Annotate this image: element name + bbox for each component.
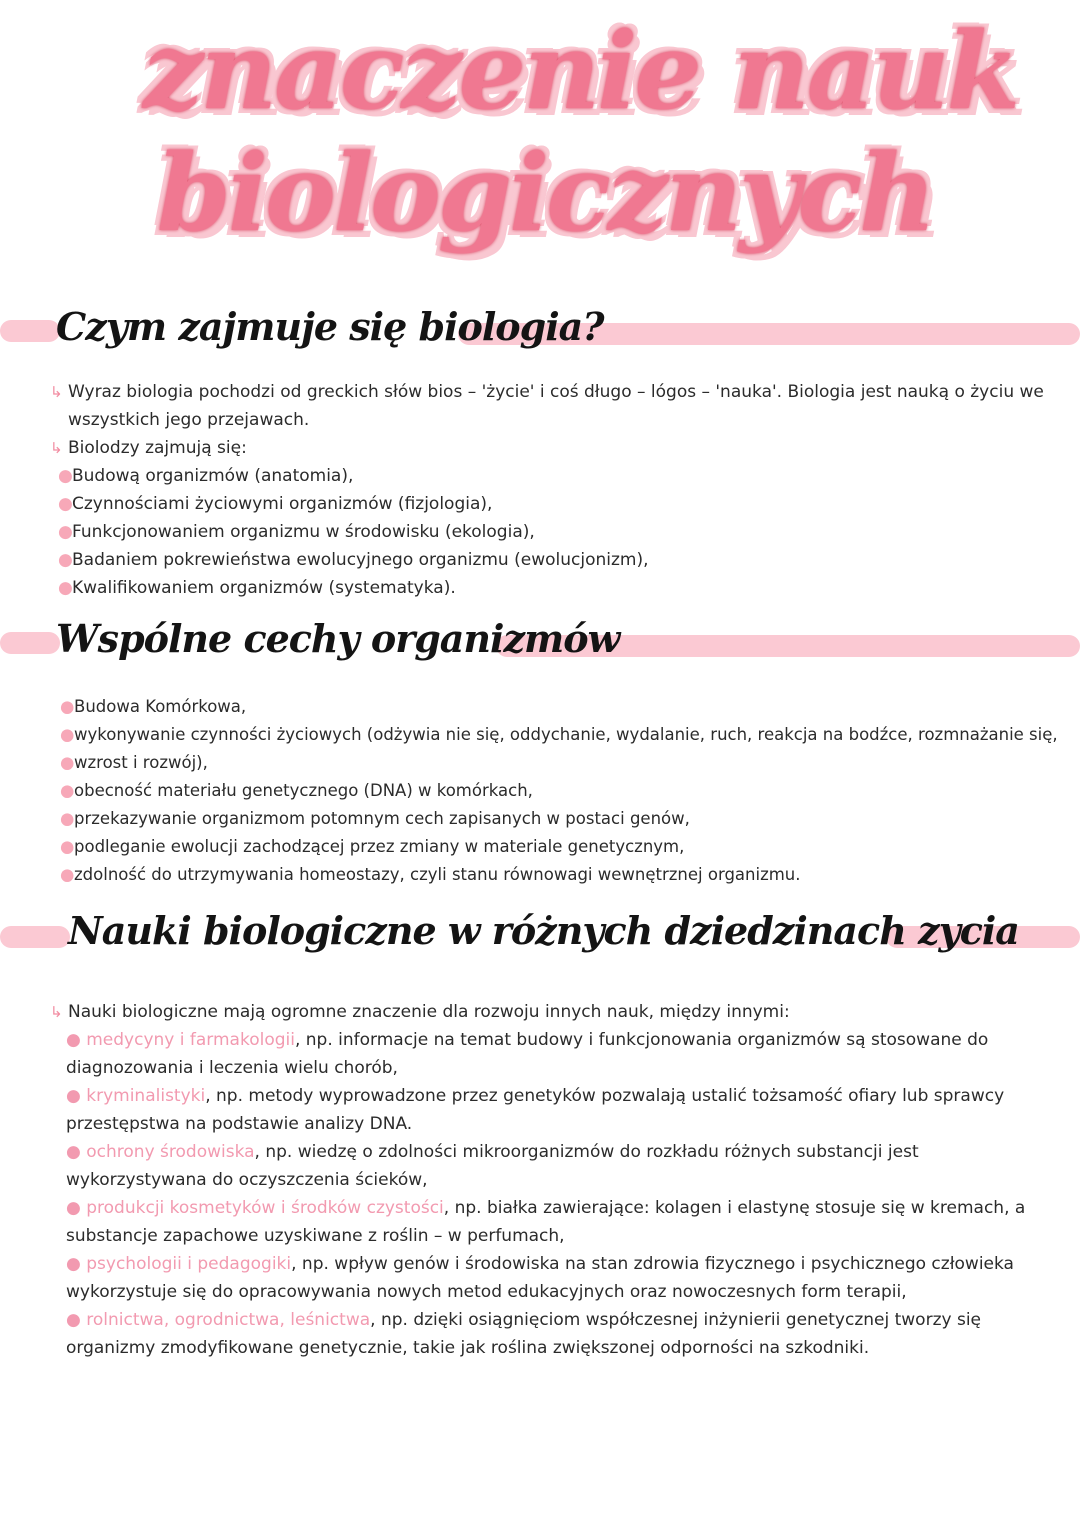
bullet-icon: ● (60, 781, 75, 800)
list-item: ● Czynnościami życiowymi organizmów (fizjologia), (58, 490, 1060, 518)
page-title (0, 10, 1080, 280)
section-title: Nauki biologiczne w różnych dziedzinach zycia (68, 908, 1019, 953)
heading-band-left (0, 926, 70, 948)
field-name: medycyny i farmakologii (86, 1030, 295, 1050)
list-item: ● Kwalifikowaniem organizmów (systematyka). (58, 574, 1060, 602)
bullet-icon: ● (58, 550, 73, 570)
biologists-paragraph (50, 434, 1060, 462)
field-text: , np. wiedzę o zdolności mikroorganizmów do rozkładu różnych substancji jest wykorzystywana do oczyszczenia ścieków, (66, 1142, 919, 1190)
arrow-icon: ↳ (50, 439, 63, 457)
section-heading-fields (0, 900, 1080, 980)
arrow-icon: ↳ (50, 383, 63, 401)
field-name: rolnictwa, ogrodnictwa, leśnictwa (86, 1310, 371, 1330)
field-name: psychologii i pedagogiki (86, 1254, 292, 1274)
field-name: ochrony środowiska (86, 1142, 255, 1162)
list-item: ● Budowa Komórkowa, (60, 693, 1070, 721)
bullet-icon: ● (58, 578, 73, 598)
bullet-icon: ● (58, 494, 73, 514)
section-title: Czym zajmuje się biologia? (56, 304, 604, 349)
list-item: ● przekazywanie organizmom potomnym cech zapisanych w postaci genów, (60, 805, 1070, 833)
fields-intro-paragraph (50, 998, 1060, 1026)
section-body-features (60, 693, 1070, 889)
bullet-icon: ● (60, 865, 75, 884)
bullet-icon: ● (60, 809, 75, 828)
list-item: ● wzrost i rozwój), (60, 749, 1070, 777)
field-text: , np. metody wyprowadzone przez genetyków pozwalają ustalić tożsamość ofiary lub sprawcy przestępstwa na podstawie analizy DNA. (66, 1086, 1005, 1134)
bullet-icon: ● (60, 837, 75, 856)
biologists-list (50, 462, 1060, 602)
heading-band-left (0, 320, 60, 342)
fields-intro: Nauki biologiczne mają ogromne znaczenie dla rozwoju innych nauk, między innymi: (68, 1002, 790, 1022)
list-item: ● Funkcjonowaniem organizmu w środowisku (ekologia), (58, 518, 1060, 546)
title-line-1: znaczenie nauk (142, 8, 1018, 133)
list-item: ● psychologii i pedagogiki, np. wpływ genów i środowiska na stan zdrowia fizycznego i psychicznego człowieka wykorzystuje się do opracowywania nowych metod edukacyjnych oraz nowoczesnych form terapii, (66, 1254, 1014, 1302)
section-title: Wspólne cechy organizmów (56, 616, 620, 661)
features-list (60, 693, 1070, 889)
bullet-icon: ● (60, 725, 75, 744)
field-text: , np. wpływ genów i środowiska na stan zdrowia fizycznego i psychicznego człowieka wykorzystuje się do opracowywania nowych metod edukacyjnych oraz nowoczesnych form terapii, (66, 1254, 1014, 1302)
bullet-icon: ● (60, 697, 75, 716)
list-item: ● kryminalistyki, np. metody wyprowadzone przez genetyków pozwalają ustalić tożsamość ofiary lub sprawcy przestępstwa na podstawie analizy DNA. (66, 1086, 1005, 1134)
list-item: ● ochrony środowiska, np. wiedzę o zdolności mikroorganizmów do rozkładu różnych substancji jest wykorzystywana do oczyszczenia ścieków, (66, 1142, 919, 1190)
section-body-biology (50, 378, 1060, 602)
field-text: , np. informacje na temat budowy i funkcjonowania organizmów są stosowane do diagnozowania i leczenia wielu chorób, (66, 1030, 989, 1078)
heading-band-left (0, 632, 60, 654)
field-text: , np. białka zawierające: kolagen i elastynę stosuje się w kremach, a substancje zapachowe uzyskiwane z roślin – w perfumach, (66, 1198, 1026, 1246)
section-heading-biology (0, 298, 1080, 368)
section-body-fields (50, 998, 1060, 1362)
list-item: ● Badaniem pokrewieństwa ewolucyjnego organizmu (ewolucjonizm), (58, 546, 1060, 574)
list-item: ● zdolność do utrzymywania homeostazy, czyli stanu równowagi wewnętrznej organizmu. (60, 861, 1070, 889)
field-name: kryminalistyki (86, 1086, 206, 1106)
biologists-intro: Biolodzy zajmują się: (68, 438, 247, 458)
intro-paragraph (50, 378, 1060, 434)
bullet-icon: ● (60, 753, 75, 772)
list-item: ● obecność materiału genetycznego (DNA) w komórkach, (60, 777, 1070, 805)
field-text: , np. dzięki osiągnięciom współczesnej inżynierii genetycznej tworzy się organizmy zmodyfikowane genetycznie, takie jak roślina zwiększonej odporności na szkodniki. (66, 1310, 982, 1358)
bullet-icon: ● (58, 522, 73, 542)
list-item: ● rolnictwa, ogrodnictwa, leśnictwa, np. dzięki osiągnięciom współczesnej inżynierii genetycznej tworzy się organizmy zmodyfikowane genetycznie, takie jak roślina zwiększonej odporności na szkodniki. (66, 1310, 982, 1358)
list-item: ● produkcji kosmetyków i środków czystości, np. białka zawierające: kolagen i elastynę stosuje się w kremach, a substancje zapachowe uzyskiwane z roślin – w perfumach, (66, 1198, 1026, 1246)
list-item: ● podleganie ewolucji zachodzącej przez zmiany w materiale genetycznym, (60, 833, 1070, 861)
fields-list (50, 1026, 1060, 1362)
list-item: ● wykonywanie czynności życiowych (odżywia nie się, oddychanie, wydalanie, ruch, reakcja na bodźce, rozmnażanie się, (60, 721, 1070, 749)
list-item: ● medycyny i farmakologii, np. informacje na temat budowy i funkcjonowania organizmów są stosowane do diagnozowania i leczenia wielu chorób, (66, 1030, 989, 1078)
title-line-2: biologicznych (156, 130, 934, 255)
list-item: ● Budową organizmów (anatomia), (58, 462, 1060, 490)
section-heading-features (0, 610, 1080, 680)
intro-text: Wyraz biologia pochodzi od greckich słów bios – 'życie' i coś długo – lógos – 'nauka'. Biologia jest nauką o życiu we wszystkich jego przejawach. (68, 382, 1044, 430)
bullet-icon: ● (58, 466, 73, 486)
arrow-icon: ↳ (50, 1003, 63, 1021)
field-name: produkcji kosmetyków i środków czystości (86, 1198, 444, 1218)
